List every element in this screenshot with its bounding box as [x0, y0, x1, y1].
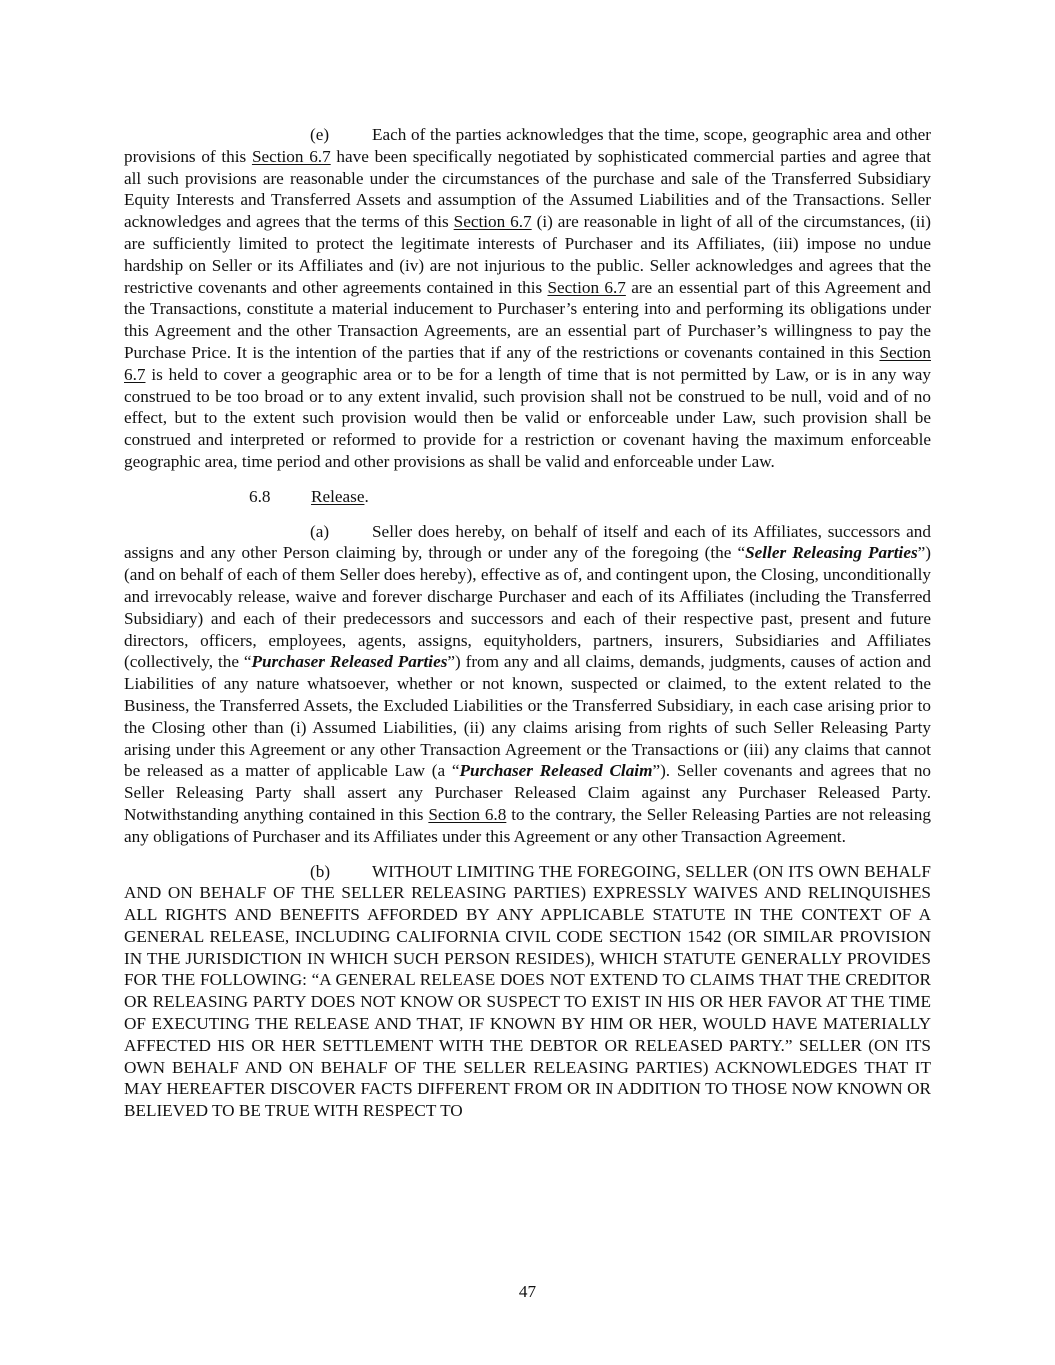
section-title-period: .: [364, 486, 369, 506]
paragraph-text: WITHOUT LIMITING THE FOREGOING, SELLER (ON ITS OWN BEHALF AND ON BEHALF OF THE SELLER RELEASING PARTIES) EXPRESSLY WAIVES AND RELINQUISHES ALL RIGHTS AND BENEFITS AFFORDED BY ANY APPLICABLE STATUTE IN THE CONTEXT OF A GENERAL RELEASE, INCLUDING CALIFORNIA CIVIL CODE SECTION 1542 (OR SIMILAR PROVISION IN THE JURISDICTION IN WHICH SUCH PERSON RESIDES), WHICH STATUTE GENERALLY PROVIDES FOR THE FOLLOWING: “A GENERAL RELEASE DOES NOT EXTEND TO CLAIMS THAT THE CREDITOR OR RELEASING PARTY DOES NOT KNOW OR SUSPECT TO EXIST IN HIS OR HER FAVOR AT THE TIME OF EXECUTING THE RELEASE AND THAT, IF KNOWN BY HIM OR HER, WOULD HAVE MATERIALLY AFFECTED HIS OR HER SETTLEMENT WITH THE DEBTOR OR RELEASED PARTY.” SELLER (ON ITS OWN BEHALF AND ON BEHALF OF THE SELLER RELEASING PARTIES) ACKNOWLEDGES THAT IT MAY HEREAFTER DISCOVER FACTS DIFFERENT FROM OR IN ADDITION TO THOSE NOW KNOWN OR BELIEVED TO BE TRUE WITH RESPECT TO: [124, 861, 931, 1121]
page-content: [124, 124, 931, 1135]
paragraph-text: ”) from any and all claims, demands, judgments, causes of action and Liabilities of any nature whatsoever, whether or not known, suspected or claimed, to the extent related to the Business, the Transferred Assets, the Excluded Liabilities or the Transferred Subsidiary, in each case arising prior to the Closing other than (i) Assumed Liabilities, (ii) any claims arising from rights of such Seller Releasing Party arising under this Agreement or any other Transaction Agreement or the Transactions or (iii) any claims that cannot be released as a matter of applicable Law (a “: [124, 652, 932, 781]
defined-term: Purchaser Released Parties: [251, 652, 448, 672]
paragraph-text: Seller does hereby, on behalf of itself and each of its Affiliates, successors and assigns and any other Person claiming by, through or under any of the foregoing (the “: [124, 521, 931, 563]
section-number: 6.8: [249, 486, 271, 506]
section-reference: Section 6.7: [251, 146, 331, 166]
paragraph-text: are an essential part of this Agreement and the Transactions, constitute a material inducement to Purchaser’s entering into and performing its obligations under this Agreement and the other Transaction Agreements, are an essential part of Purchaser’s willingness to pay the Purchase Price. It is the intention of the parties that if any of the restrictions or covenants contained in this: [124, 277, 931, 362]
paragraph-text: to the contrary, the Seller Releasing Parties are not releasing any obligations of Purchaser and its Affiliates under this Agreement or any other Transaction Agreement.: [124, 804, 931, 846]
paragraph-label: (e): [310, 125, 330, 144]
section-title: Release: [311, 486, 365, 506]
paragraph-6-8-a: [124, 521, 931, 848]
defined-term: Seller Releasing Parties: [745, 543, 918, 563]
paragraph-label: (b): [310, 861, 331, 881]
paragraph-text: ”) (and on behalf of each of them Seller does hereby), effective as of, and contingent upon, the Closing, unconditionally and irrevocably release, waive and forever discharge Purchaser and each of its Affiliates (including the Transferred Subsidiary) and each of their predecessors and successors and each of their respective past, present and future directors, officers, employees, agents, assigns, equityholders, partners, insurers, Subsidiaries and Affiliates (collectively, the “: [124, 543, 931, 672]
section-reference: Section 6.7: [547, 277, 626, 297]
section-heading-6-8: [124, 486, 931, 508]
paragraph-text: is held to cover a geographic area or to be for a length of time that is not permitted by Law, or is in any way construed to be too broad or to any extent invalid, such provision shall not be construed to be null, void and of no effect, but to the extent such provision would then be valid or enforceable under Law, such provision shall be construed and interpreted or reformed to provide for a restriction or covenant having the maximum enforceable geographic area, time period and other provisions as shall be valid and enforceable under Law.: [124, 364, 931, 471]
section-reference: Section 6.7: [124, 342, 931, 384]
section-reference: Section 6.7: [453, 212, 532, 232]
page-number: 47: [518, 1282, 537, 1301]
paragraph-6-7-e: [124, 124, 931, 473]
paragraph-text: have been specifically negotiated by sophisticated commercial parties and agree that all such provisions are reasonable under the circumstances of the purchase and sale of the Transferred Subsidiary Equity Interests and Transferred Assets and assumption of the Assumed Liabilities and of the Transactions. Seller acknowledges and agrees that the terms of this: [124, 146, 931, 232]
paragraph-text: ”). Seller covenants and agrees that no Seller Releasing Party shall assert any Purchaser Released Claim against any Purchaser Released Party. Notwithstanding anything contained in this: [124, 761, 932, 824]
paragraph-6-8-b: [124, 861, 931, 1123]
section-reference: Section 6.8: [428, 804, 507, 824]
defined-term: Purchaser Released Claim: [459, 761, 653, 781]
paragraph-text: Each of the parties acknowledges that the time, scope, geographic area and other provisions of this: [124, 125, 931, 166]
paragraph-label: (a): [310, 521, 330, 541]
paragraph-text: (i) are reasonable in light of all of the circumstances, (ii) are sufficiently limited to protect the legitimate interests of Purchaser and its Affiliates, (iii) impose no undue hardship on Seller or its Affiliates and (iv) are not injurious to the public. Seller acknowledges and agrees that the restrictive covenants and other agreements contained in this: [124, 212, 931, 297]
